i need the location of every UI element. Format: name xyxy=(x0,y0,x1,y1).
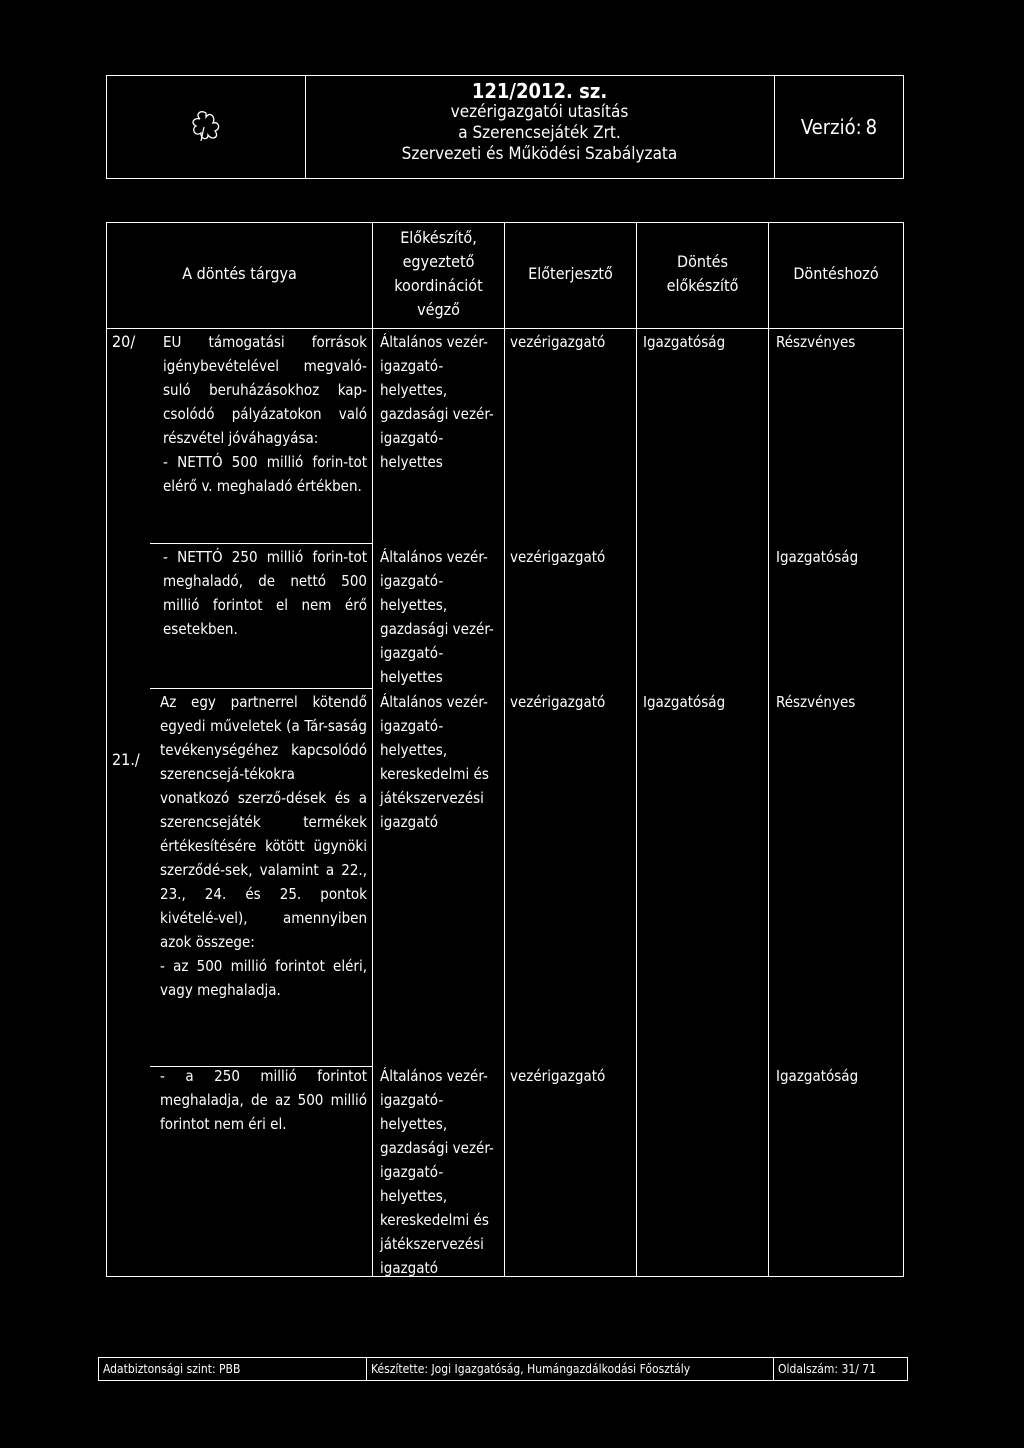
document-title: Szervezeti és Működési Szabályzata xyxy=(401,144,678,164)
table-border-left xyxy=(106,222,107,1277)
company-name: a Szerencsejáték Zrt. xyxy=(458,123,621,143)
footer-page-number: Oldalszám: 31/ 71 xyxy=(773,1357,908,1381)
row-divider xyxy=(150,543,372,544)
column-divider xyxy=(504,222,505,1277)
row-decision-maker: Igazgatóság xyxy=(776,548,859,566)
column-divider xyxy=(768,222,769,1277)
row-preparer: Általános vezér- igazgató- helyettes, gazdasági vezér- igazgató- helyettes xyxy=(380,548,494,686)
row-submitter: vezérigazgató xyxy=(510,548,606,566)
row-decision-maker: Részvényes xyxy=(776,333,856,351)
row-preparer: Általános vezér- igazgató- helyettes, gazdasági vezér- igazgató- helyettes, kereskedelmi és játékszervezési igazgató xyxy=(380,1067,494,1277)
row-number: 20/ xyxy=(112,332,136,351)
version-label: Verzió: xyxy=(800,115,862,139)
document-number: 121/2012. sz. xyxy=(471,79,608,103)
row-submitter: vezérigazgató xyxy=(510,693,606,711)
row-submitter: vezérigazgató xyxy=(510,333,606,351)
version-value: 8 xyxy=(865,115,878,139)
column-header-decision-prep: Döntés előkészítő xyxy=(666,252,739,295)
header-row-divider xyxy=(106,328,904,329)
table-border-right xyxy=(903,222,904,1277)
row-decision-maker: Igazgatóság xyxy=(776,1067,859,1085)
row-decision-prep: Igazgatóság xyxy=(643,693,726,711)
row-subject: - NETTÓ 250 millió forin-tot meghaladó, de nettó 500 millió forintot el nem érő esetekben. xyxy=(163,548,367,638)
column-header-submitter: Előterjesztő xyxy=(528,264,613,283)
row-decision-prep: Igazgatóság xyxy=(643,333,726,351)
row-number: 21./ xyxy=(112,750,140,769)
row-divider xyxy=(150,688,372,689)
row-preparer: Általános vezér- igazgató- helyettes, kereskedelmi és játékszervezési igazgató xyxy=(380,693,489,831)
document-type: vezérigazgatói utasítás xyxy=(450,102,629,122)
column-divider xyxy=(372,222,373,1277)
table-border-bottom xyxy=(106,1276,904,1277)
column-header-subject: A döntés tárgya xyxy=(182,264,297,283)
row-preparer: Általános vezér- igazgató- helyettes, gazdasági vezér- igazgató- helyettes xyxy=(380,333,494,471)
row-subject: Az egy partnerrel kötendő egyedi műveletek (a Tár-saság tevékenységéhez kapcsolódó szerencsejá-tékokra vonatkozó szerző-dések és a szerencsejáték termékek értékesítésére kötött ügynöki szerződé-sek, valamint a 22., 23., 24. és 25. pontok kivételé-vel), amennyiben azok összege: - az 500 millió forintot eléri, vagy meghaladja. xyxy=(160,693,367,999)
row-subject: - a 250 millió forintot meghaladja, de az 500 millió forintot nem éri el. xyxy=(160,1067,367,1133)
column-header-decision-maker: Döntéshozó xyxy=(793,264,879,283)
row-decision-maker: Részvényes xyxy=(776,693,856,711)
footer-security-level: Adatbiztonsági szint: PBB xyxy=(98,1357,367,1381)
row-submitter: vezérigazgató xyxy=(510,1067,606,1085)
column-header-preparer: Előkészítő, egyeztető koordinációt végző xyxy=(394,228,483,319)
row-subject: EU támogatási források igénybevételével megvaló-suló beruházásokhoz kap-csolódó pályázatokon való részvétel jóváhagyása: - NETTÓ 500 millió forin-tot elérő v. meghaladó értékben. xyxy=(163,333,367,495)
column-divider xyxy=(636,222,637,1277)
table-border-top xyxy=(106,222,904,223)
footer-author: Készítette: Jogi Igazgatóság, Humángazdálkodási Főosztály xyxy=(366,1357,774,1381)
